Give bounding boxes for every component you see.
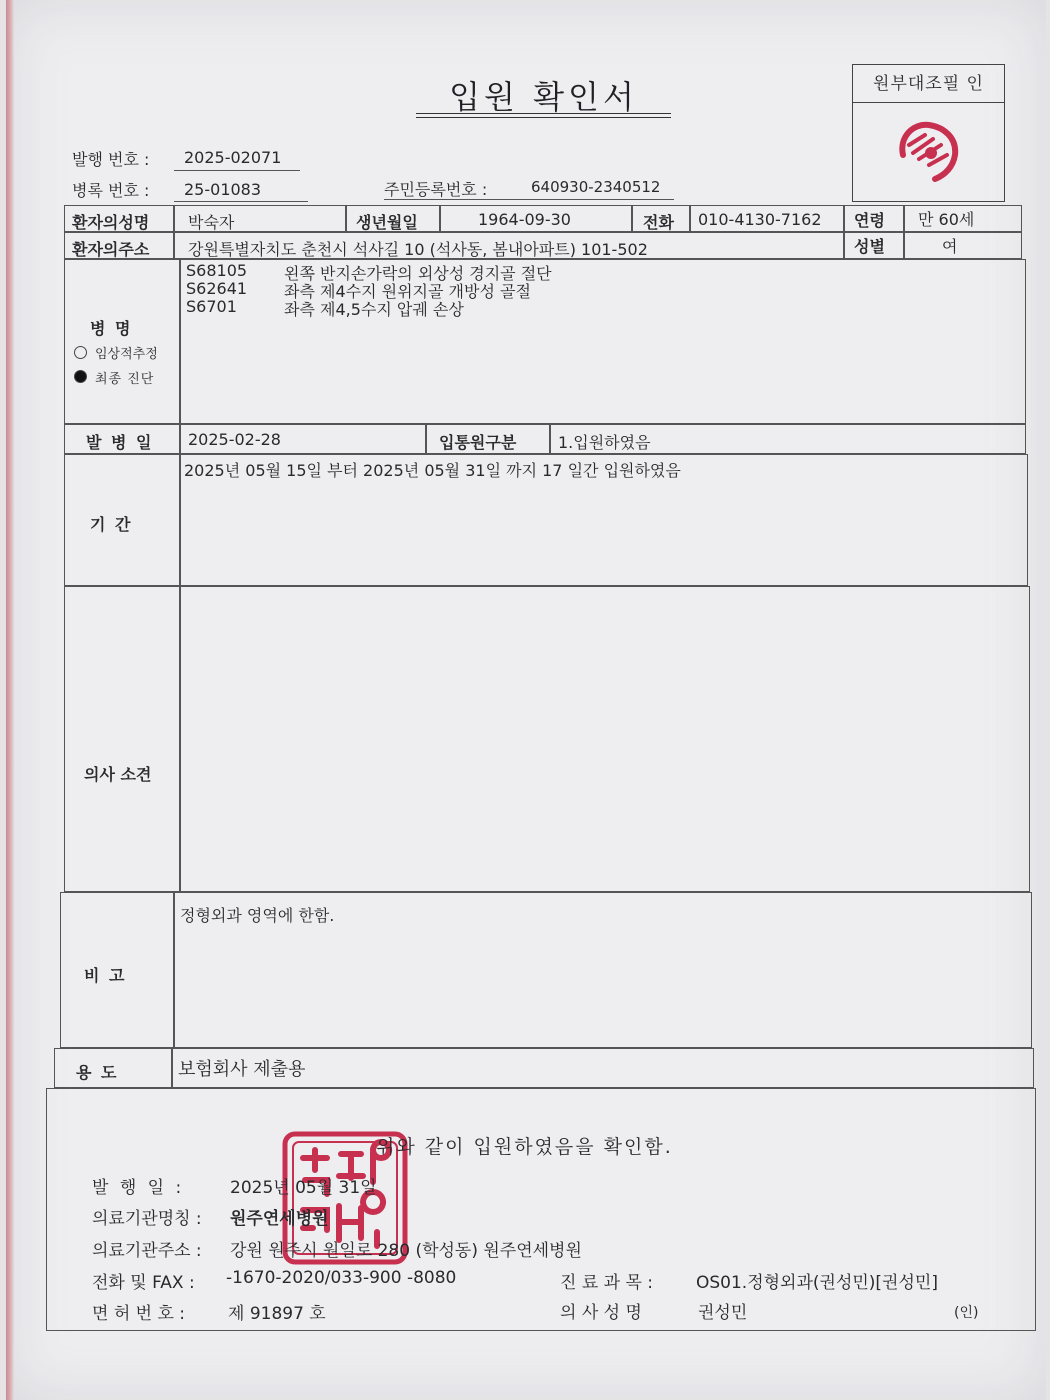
diagnosis-desc-2: 좌측 제4수지 원위지골 개방성 골절 xyxy=(284,282,531,301)
confirmation-text: 위와 같이 입원하였음을 확인함. xyxy=(376,1136,673,1158)
diagnosis-label-cell xyxy=(64,259,180,424)
title-underline xyxy=(416,113,671,114)
patient-sex: 여 xyxy=(942,237,958,256)
opinion-label-cell xyxy=(64,586,180,892)
issue-date: 2025년 05월 31일 xyxy=(230,1178,377,1198)
diagnosis-label: 병 명 xyxy=(90,319,133,338)
sex-cell xyxy=(904,232,1022,259)
document-title: 입원 확인서 xyxy=(449,78,638,116)
resident-id-underline xyxy=(384,199,674,200)
resident-id: 640930-2340512 xyxy=(531,178,661,196)
patient-phone: 010-4130-7162 xyxy=(698,210,822,229)
phone-fax: -1670-2020/033-900 -8080 xyxy=(226,1268,457,1288)
opinion-cell xyxy=(180,586,1030,892)
phone-label: 전화 xyxy=(643,213,674,232)
patient-age: 만 60세 xyxy=(918,210,975,229)
opinion-label: 의사 소견 xyxy=(84,765,152,784)
doctor-label: 의 사 성 명 xyxy=(560,1303,642,1323)
clinical-estimate-label: 임상적추정 xyxy=(95,347,158,362)
hospital-name: 원주연세병원 xyxy=(230,1209,329,1229)
verification-stamp-box xyxy=(852,64,1005,202)
patient-name: 박숙자 xyxy=(188,213,235,232)
hospital-address-label: 의료기관주소 : xyxy=(92,1241,202,1261)
issue-number-underline xyxy=(174,170,300,171)
stamp-box-label: 원부대조필 인 xyxy=(853,65,1004,103)
issue-number: 2025-02071 xyxy=(184,148,282,167)
final-diagnosis-label: 최종 진단 xyxy=(95,372,155,387)
resident-id-label: 주민등록번호 : xyxy=(384,180,488,199)
patient-birth: 1964-09-30 xyxy=(478,210,571,229)
license-label: 면 허 번 호 : xyxy=(92,1304,186,1324)
diagnosis-code-3: S6701 xyxy=(186,297,237,316)
issue-date-label: 발 행 일 : xyxy=(92,1178,185,1198)
onset-date: 2025-02-28 xyxy=(188,430,281,449)
title-underline-2 xyxy=(416,117,671,118)
onset-label: 발 병 일 xyxy=(86,433,154,452)
verification-stamp-icon xyxy=(895,115,965,185)
remarks-text: 정형외과 영역에 한함. xyxy=(180,906,335,925)
name-label: 환자의성명 xyxy=(72,213,150,232)
department-label: 진 료 과 목 : xyxy=(560,1273,654,1293)
visit-type-value: 1.입원하였음 xyxy=(558,433,651,452)
seal-mark: (인) xyxy=(954,1305,979,1321)
phone-fax-label: 전화 및 FAX : xyxy=(92,1273,195,1293)
chart-number-label: 병록 번호 : xyxy=(72,181,150,200)
chart-number-underline xyxy=(174,201,308,202)
usage-label: 용 도 xyxy=(76,1063,119,1082)
final-diagnosis-radio xyxy=(74,370,87,383)
visit-type-label: 입통원구분 xyxy=(439,433,517,452)
department: OS01.정형외과(권성민)[권성민] xyxy=(696,1273,938,1293)
license-number: 제 91897 호 xyxy=(228,1304,326,1324)
usage-text: 보험회사 제출용 xyxy=(178,1059,306,1080)
page-edge xyxy=(6,0,14,1400)
clinical-estimate-radio xyxy=(74,346,87,359)
address-label: 환자의주소 xyxy=(72,240,150,259)
birth-label: 생년월일 xyxy=(356,213,418,232)
issue-number-label: 발행 번호 : xyxy=(72,150,150,169)
diagnosis-code-1: S68105 xyxy=(186,261,248,280)
doctor-name: 권성민 xyxy=(698,1303,748,1323)
hospital-name-label: 의료기관명칭 : xyxy=(92,1209,202,1229)
remarks-label: 비 고 xyxy=(84,966,127,985)
hospital-address: 강원 원주시 원일로 280 (학성동) 원주연세병원 xyxy=(230,1241,582,1261)
age-label: 연령 xyxy=(854,211,885,230)
document-page xyxy=(6,0,1046,1400)
diagnosis-code-2: S62641 xyxy=(186,279,248,298)
period-label: 기 간 xyxy=(90,515,133,534)
chart-number: 25-01083 xyxy=(184,180,262,199)
period-text: 2025년 05월 15일 부터 2025년 05월 31일 까지 17 일간 입원하였음 xyxy=(184,461,681,480)
sex-label: 성별 xyxy=(854,237,885,256)
diagnosis-desc-3: 좌측 제4,5수지 압궤 손상 xyxy=(284,300,464,319)
patient-address: 강원특별자치도 춘천시 석사길 10 (석사동, 봄내아파트) 101-502 xyxy=(188,240,648,259)
diagnosis-desc-1: 왼쪽 반지손가락의 외상성 경지골 절단 xyxy=(284,264,552,283)
